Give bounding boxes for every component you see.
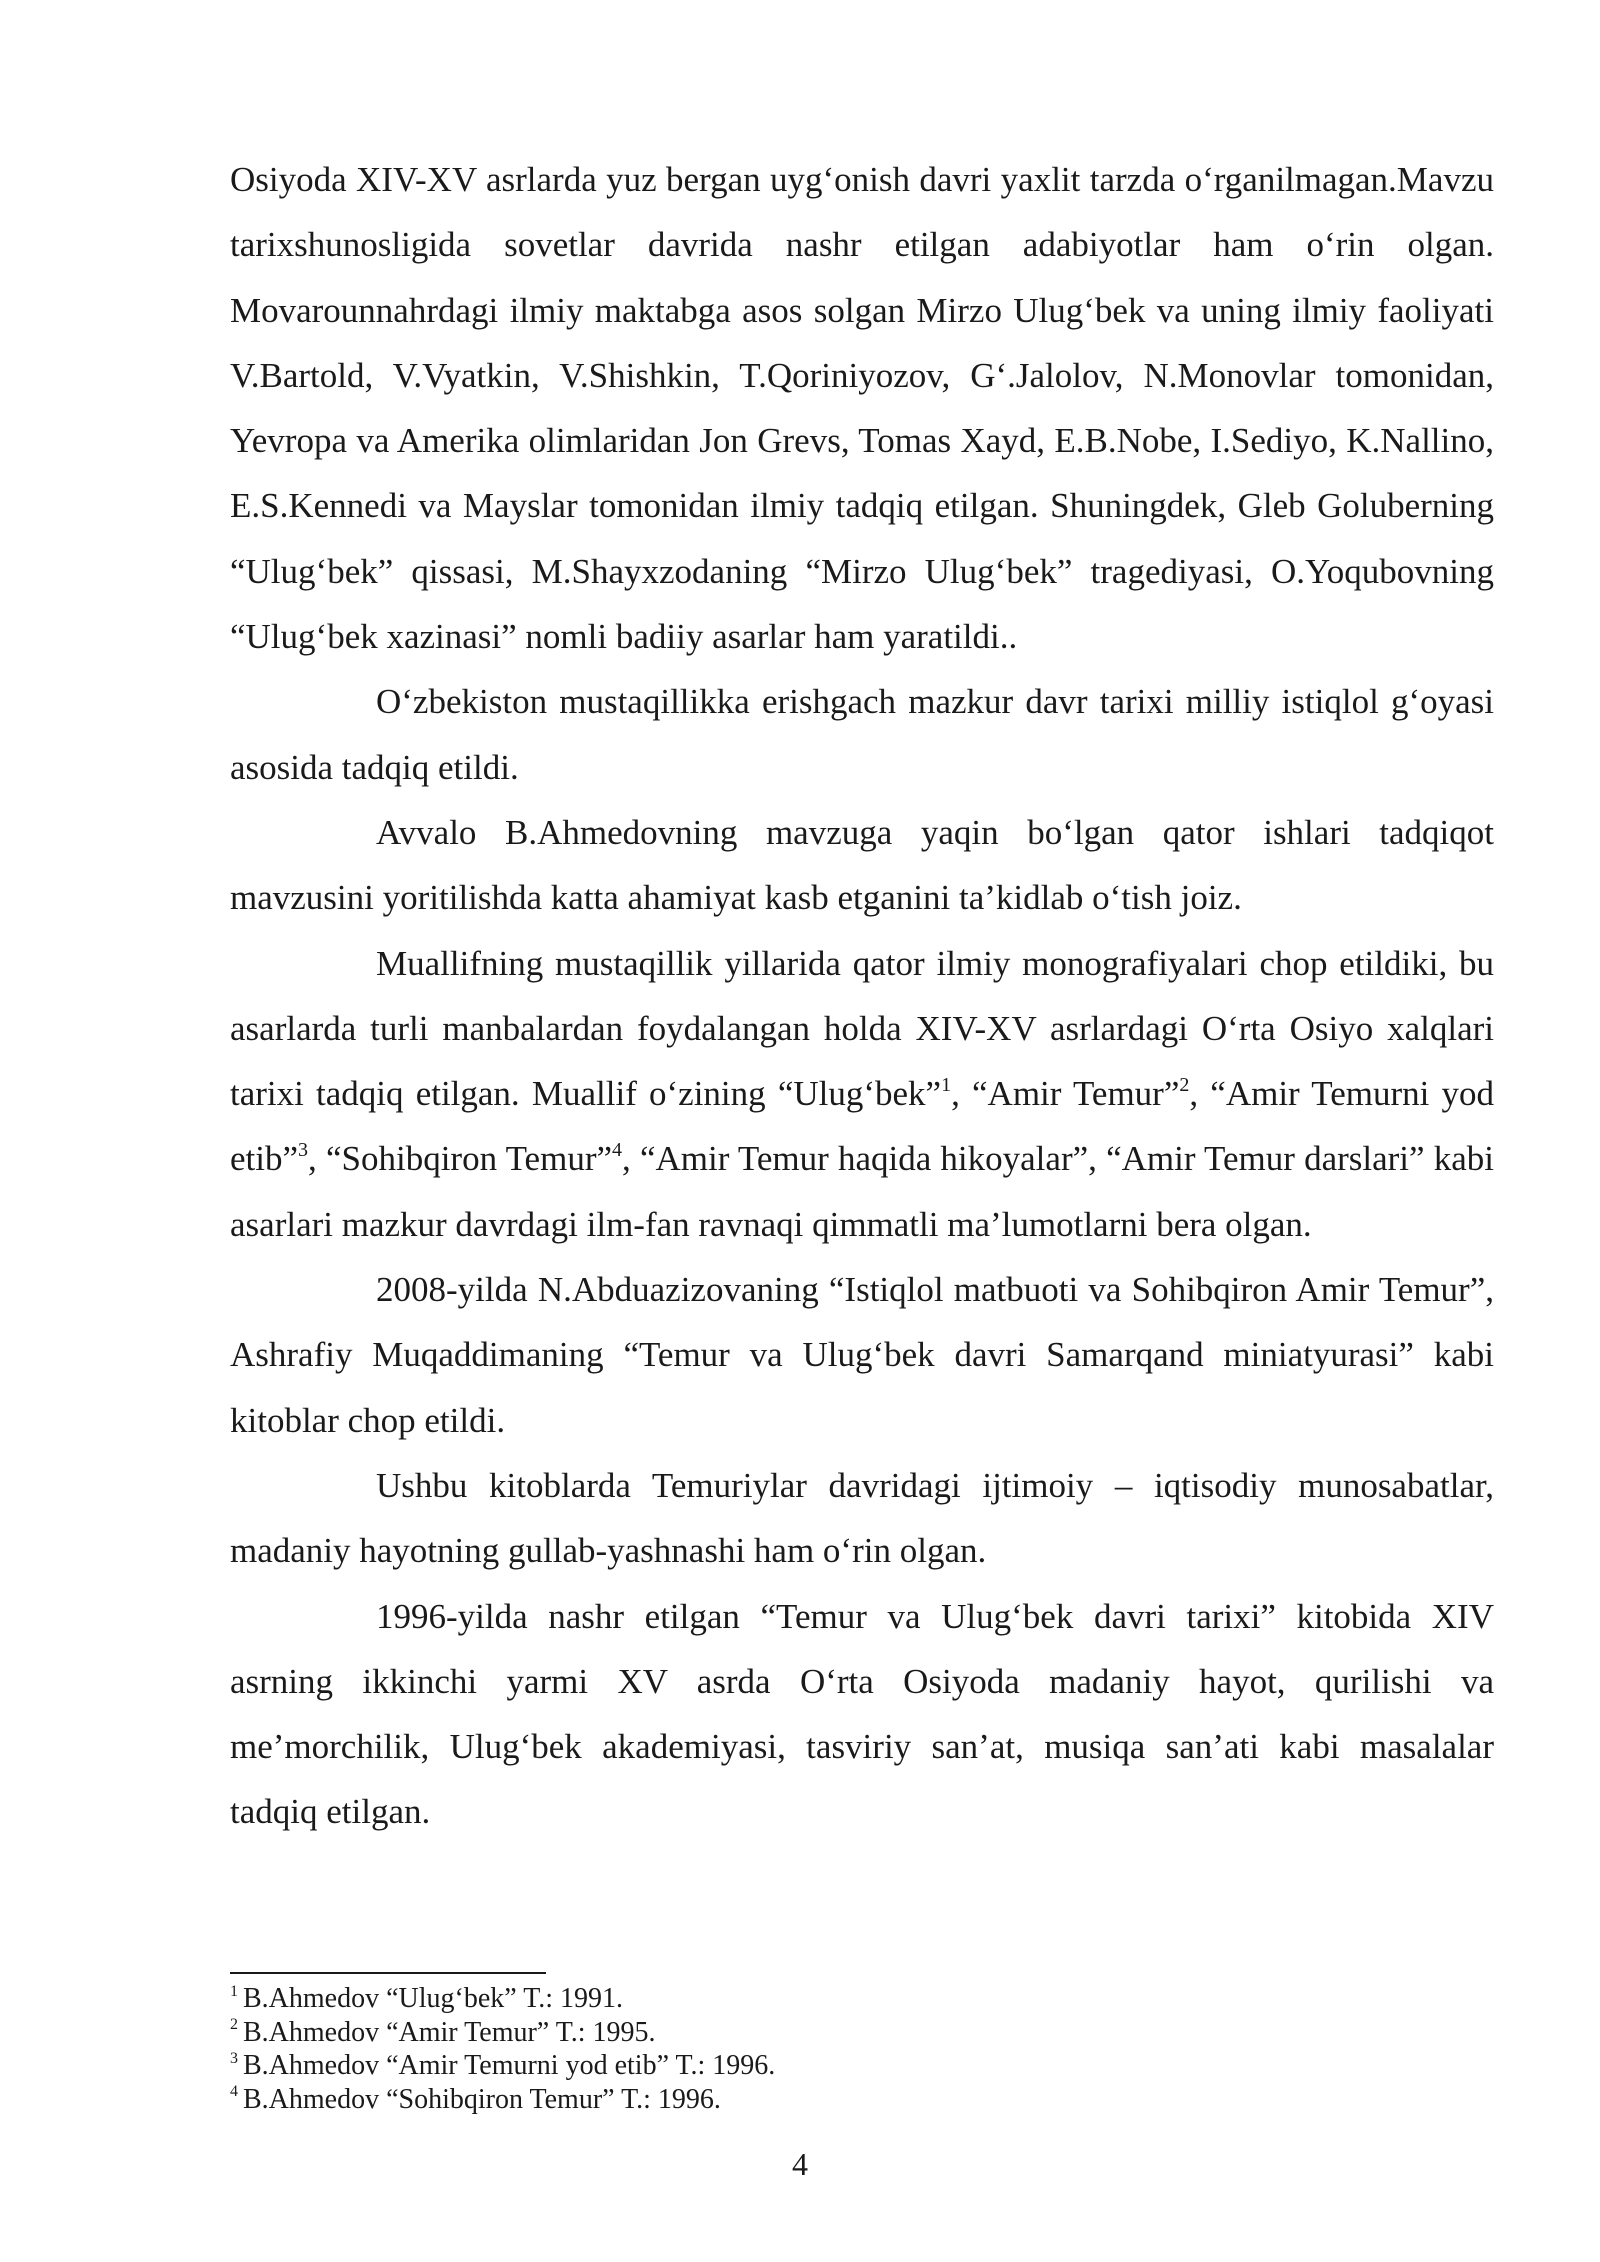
paragraph-7: 1996-yilda nashr etilgan “Temur va Ulug‘bek davri tarixi” kitobida XIV asrning ikkinchi yarmi XV asrda O‘rta Osiyoda madaniy hayot, qurilishi va me’morchilik, Ulug‘bek akademiyasi, tasviriy san’at, musiqa san’ati kabi masalalar tadqiq etilgan. (230, 1596, 1494, 1832)
footnote-ref-2[interactable]: 2 (1179, 1073, 1190, 1096)
paragraph-4-text: , “Amir Temur haqida hikoyalar”, “Amir Temur darslari” kabi asarlari mazkur davrdagi ilm-fan ravnaqi qimmatli ma’lumotlarni bera olgan. (230, 1139, 1494, 1244)
paragraph-4-text: , “Amir Temur” (951, 1074, 1180, 1114)
paragraph-6: Ushbu kitoblarda Temuriylar davridagi ijtimoiy – iqtisodiy munosabatlar, madaniy hayotning gullab-yashnashi ham o‘rin olgan. (230, 1465, 1494, 1571)
paragraph-2: O‘zbekiston mustaqillikka erishgach mazkur davr tarixi milliy istiqlol g‘oyasi asosida tadqiq etildi. (230, 682, 1494, 787)
paragraph-4-text: Muallifning mustaqillik yillarida qator ilmiy monografiyalari chop etildiki, bu asarlarda turli manbalardan foydalangan holda XIV-XV asrlardagi O‘rta Osiyo xalqlari tarixi tadqiq etilgan. Muallif o‘zining “Ulug‘bek” (230, 943, 1494, 1114)
footnote-text: B.Ahmedov “Amir Temurni yod etib” T.: 1996. (243, 2050, 776, 2081)
paragraph-4-text: , “Sohibqiron Temur” (308, 1139, 613, 1179)
footnote-1 (230, 1982, 1494, 2016)
footnotes (230, 1982, 1494, 2116)
footnote-ref-3[interactable]: 3 (298, 1138, 309, 1161)
footnote-text: B.Ahmedov “Ulug‘bek” T.: 1991. (243, 1983, 624, 2014)
paragraph-4 (230, 931, 1494, 1257)
footnote-4 (230, 2083, 1494, 2117)
document-body (230, 147, 1494, 1845)
footnote-number: 3 (230, 2049, 238, 2067)
paragraph-5: 2008-yilda N.Abduazizovaning “Istiqlol matbuoti va Sohibqiron Amir Temur”, Ashrafiy Muqaddimaning “Temur va Ulug‘bek davri Samarqand miniatyurasi” kabi kitoblar chop etildi. (230, 1270, 1494, 1440)
footnote-separator (230, 1972, 546, 1974)
footnote-2 (230, 2016, 1494, 2050)
footnote-ref-4[interactable]: 4 (612, 1138, 623, 1161)
paragraph-4-text: , “Amir Temurni yod etib” (230, 1074, 1495, 1179)
paragraph-1: Osiyoda XIV-XV asrlarda yuz bergan uyg‘onish davri yaxlit tarzda o‘rganilmagan.Mavzu tarixshunosligida sovetlar davrida nashr etilgan adabiyotlar ham o‘rin olgan. Movarounnahrdagi ilmiy maktabga asos solgan Mirzo Ulug‘bek va uning ilmiy faoliyati V.Bartold, V.Vyatkin, V.Shishkin, T.Qoriniyozov, G‘.Jalolov, N.Monovlar tomonidan, Yevropa va Amerika olimlaridan Jon Grevs, Tomas Xayd, E.B.Nobe, I.Sediyo, K.Nallino, E.S.Kennedi va Mayslar tomonidan ilmiy tadqiq etilgan. Shuningdek, Gleb Goluberning “Ulug‘bek” qissasi, M.Shayxzodaning “Mirzo Ulug‘bek” tragediyasi, O.Yoqubovning “Ulug‘bek xazinasi” nomli badiiy asarlar ham yaratildi.. (230, 160, 1494, 657)
footnote-text: B.Ahmedov “Amir Temur” T.: 1995. (243, 2016, 656, 2048)
footnote-text: B.Ahmedov “Sohibqiron Temur” T.: 1996. (243, 2083, 721, 2115)
footnote-number: 2 (230, 2016, 238, 2034)
footnote-number: 1 (230, 1982, 238, 2000)
page-number: 4 (792, 2146, 808, 2182)
footnote-3 (230, 2049, 1494, 2083)
paragraph-3: Avvalo B.Ahmedovning mavzuga yaqin bo‘lgan qator ishlari tadqiqot mavzusini yoritilishda katta ahamiyat kasb etganini ta’kidlab o‘tish joiz. (230, 812, 1494, 918)
footnote-ref-1[interactable]: 1 (941, 1073, 952, 1096)
footnote-number: 4 (230, 2083, 238, 2101)
